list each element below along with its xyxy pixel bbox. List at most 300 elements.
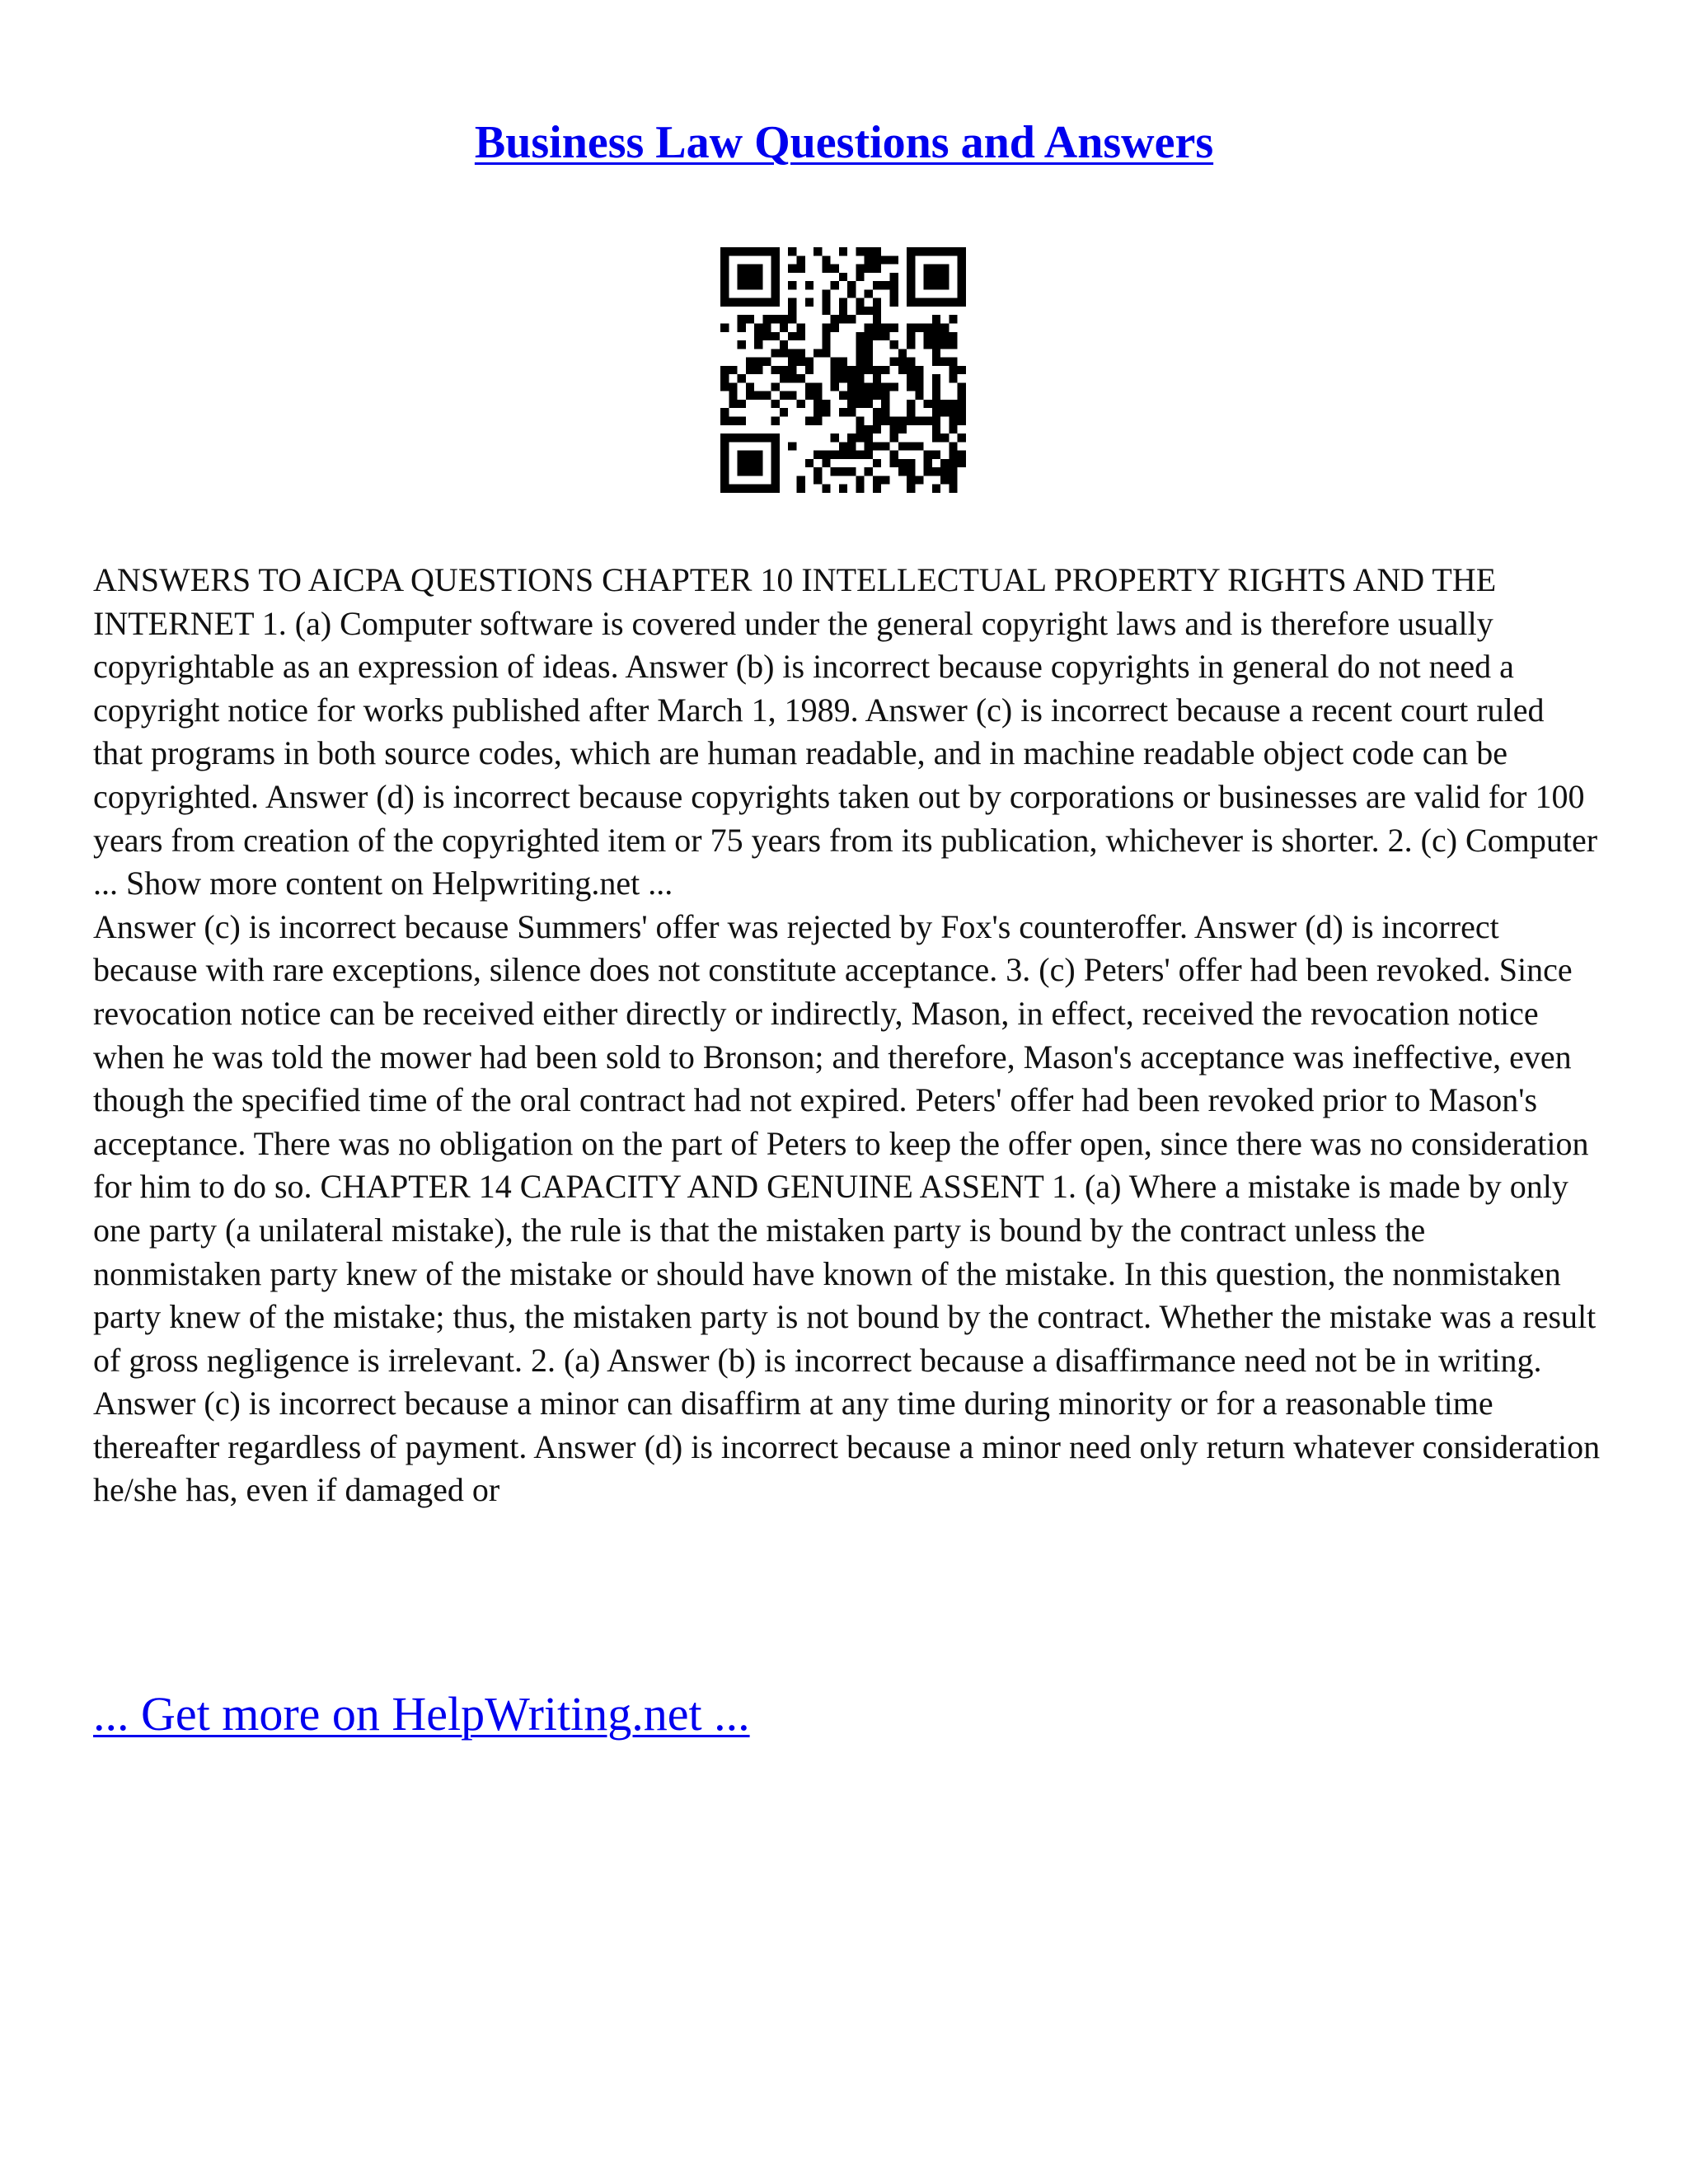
qr-module: [771, 382, 780, 391]
qr-module: [856, 417, 864, 425]
qr-module: [898, 417, 907, 425]
qr-module: [915, 476, 923, 484]
qr-module: [754, 366, 762, 374]
qr-module: [958, 451, 966, 459]
qr-module: [780, 366, 788, 374]
qr-module: [924, 323, 932, 331]
qr-module: [881, 442, 889, 450]
qr-module: [865, 265, 873, 273]
qr-module: [890, 273, 898, 281]
qr-module: [754, 332, 762, 340]
qr-module: [873, 281, 881, 289]
qr-module: [907, 408, 915, 416]
qr-module: [796, 323, 804, 331]
qr-module: [856, 382, 864, 391]
qr-module: [881, 255, 889, 264]
qr-module: [814, 417, 822, 425]
document-body: [93, 559, 1601, 1512]
qr-module: [940, 358, 949, 366]
qr-module: [856, 374, 864, 382]
qr-module: [958, 417, 966, 425]
qr-module: [856, 273, 864, 281]
qr-module: [839, 467, 847, 476]
qr-module: [881, 281, 889, 289]
qr-module: [915, 442, 923, 450]
qr-module: [873, 442, 881, 450]
qr-module: [796, 476, 804, 484]
qr-module: [831, 265, 839, 273]
qr-module: [949, 467, 957, 476]
qr-module: [856, 485, 864, 493]
qr-module: [780, 408, 788, 416]
qr-module: [839, 366, 847, 374]
qr-module: [856, 332, 864, 340]
qr-module: [788, 366, 796, 374]
qr-module: [771, 417, 780, 425]
qr-module: [924, 459, 932, 467]
qr-module: [907, 442, 915, 450]
qr-module: [881, 408, 889, 416]
qr-module: [839, 485, 847, 493]
qr-module: [881, 400, 889, 408]
qr-module: [856, 425, 864, 434]
qr-module: [847, 400, 856, 408]
qr-module: [907, 366, 915, 374]
qr-module: [940, 467, 949, 476]
qr-module: [949, 374, 957, 382]
qr-module: [856, 340, 864, 349]
qr-module: [898, 425, 907, 434]
qr-module: [839, 442, 847, 450]
qr-module: [754, 358, 762, 366]
qr-module: [949, 408, 957, 416]
qr-module: [822, 459, 830, 467]
qr-module: [873, 315, 881, 323]
qr-module: [729, 400, 737, 408]
qr-module: [847, 451, 856, 459]
qr-module: [746, 391, 754, 400]
qr-module: [907, 485, 915, 493]
qr-module: [738, 374, 746, 382]
qr-module: [822, 265, 830, 273]
qr-module: [958, 391, 966, 400]
qr-module: [940, 332, 949, 340]
qr-module: [788, 374, 796, 382]
qr-module: [720, 382, 729, 391]
qr-module: [865, 332, 873, 340]
qr-module: [771, 366, 780, 374]
qr-module: [780, 391, 788, 400]
qr-module: [865, 255, 873, 264]
qr-module: [729, 382, 737, 391]
qr-module: [738, 323, 746, 331]
qr-module: [796, 332, 804, 340]
qr-module: [873, 374, 881, 382]
qr-module: [822, 349, 830, 357]
qr-module: [847, 434, 856, 442]
qr-module: [881, 417, 889, 425]
qr-module: [847, 442, 856, 450]
qr-module: [932, 391, 940, 400]
qr-module: [873, 323, 881, 331]
qr-module: [762, 315, 771, 323]
qr-module: [839, 391, 847, 400]
qr-module: [958, 434, 966, 442]
paragraph-chapter-10: ANSWERS TO AICPA QUESTIONS CHAPTER 10 INTELLECTUAL PROPERTY RIGHTS AND THE INTERNET 1. (a) Computer software is covered under the general copyright laws and is therefore usually copyrightable as an expression of ideas. Answer (b) is incorrect because copyrights in general do not need a copyright notice for works published after March 1, 1989. Answer (c) is incorrect because a recent court ruled that programs in both source codes, which are human readable, and in machine readable object code can be copyrighted. Answer (d) is incorrect because copyrights taken out by corporations or businesses are valid for 100 years from creation of the copyrighted item or 75 years from its publication, whichever is shorter. 2. (c) Computer ... Show more content on Helpwriting.net ...: [93, 561, 1598, 902]
qr-module: [907, 358, 915, 366]
qr-module: [890, 298, 898, 307]
qr-module: [949, 442, 957, 450]
qr-module: [788, 332, 796, 340]
qr-module: [771, 400, 780, 408]
get-more-link[interactable]: ... Get more on HelpWriting.net ...: [93, 1687, 750, 1741]
qr-module: [873, 298, 881, 307]
qr-module: [720, 323, 729, 331]
qr-module: [839, 307, 847, 315]
qr-module: [865, 247, 873, 255]
qr-module: [856, 265, 864, 273]
qr-code: [720, 247, 966, 493]
qr-module: [831, 366, 839, 374]
title-link[interactable]: Business Law Questions and Answers: [474, 117, 1214, 168]
qr-module: [890, 434, 898, 442]
qr-module: [949, 425, 957, 434]
qr-module: [856, 391, 864, 400]
qr-module: [949, 358, 957, 366]
qr-module: [771, 315, 780, 323]
qr-module: [780, 315, 788, 323]
qr-module: [805, 281, 814, 289]
qr-module: [932, 400, 940, 408]
qr-module: [949, 332, 957, 340]
qr-module: [771, 332, 780, 340]
qr-module: [949, 476, 957, 484]
qr-module: [898, 459, 907, 467]
qr-module: [907, 382, 915, 391]
qr-module: [780, 323, 788, 331]
qr-module: [856, 366, 864, 374]
qr-module: [865, 382, 873, 391]
qr-module: [898, 349, 907, 357]
qr-module: [762, 323, 771, 331]
qr-module: [932, 332, 940, 340]
qr-module: [771, 349, 780, 357]
qr-module: [915, 323, 923, 331]
qr-module: [932, 374, 940, 382]
qr-module: [762, 358, 771, 366]
qr-module: [873, 476, 881, 484]
qr-module: [932, 323, 940, 331]
qr-module: [796, 349, 804, 357]
qr-module: [831, 451, 839, 459]
qr-module: [932, 358, 940, 366]
qr-module: [831, 467, 839, 476]
qr-module: [932, 417, 940, 425]
qr-module: [796, 485, 804, 493]
qr-module: [881, 332, 889, 340]
qr-module: [814, 400, 822, 408]
qr-module: [873, 425, 881, 434]
qr-module: [780, 374, 788, 382]
qr-module: [780, 340, 788, 349]
qr-module: [924, 340, 932, 349]
qr-module: [949, 417, 957, 425]
qr-module: [915, 382, 923, 391]
qr-module: [856, 247, 864, 255]
qr-module: [907, 400, 915, 408]
qr-module: [865, 366, 873, 374]
qr-module: [788, 298, 796, 307]
qr-module: [932, 382, 940, 391]
qr-module: [881, 323, 889, 331]
qr-module: [720, 417, 729, 425]
qr-module: [738, 400, 746, 408]
qr-module: [890, 281, 898, 289]
qr-module: [856, 307, 864, 315]
qr-module: [881, 366, 889, 374]
qr-module: [907, 476, 915, 484]
qr-module: [805, 459, 814, 467]
qr-module: [865, 451, 873, 459]
qr-module: [796, 265, 804, 273]
qr-module: [890, 425, 898, 434]
qr-module: [865, 425, 873, 434]
qr-module: [822, 400, 830, 408]
qr-module: [839, 408, 847, 416]
qr-module: [949, 366, 957, 374]
more-link-container: [93, 1685, 750, 1743]
qr-module: [873, 459, 881, 467]
qr-module: [932, 425, 940, 434]
qr-module: [822, 340, 830, 349]
qr-module: [940, 459, 949, 467]
qr-module: [924, 400, 932, 408]
qr-module: [814, 467, 822, 476]
qr-module: [847, 315, 856, 323]
qr-module: [822, 485, 830, 493]
qr-module: [949, 340, 957, 349]
qr-module: [890, 382, 898, 391]
qr-module: [958, 366, 966, 374]
qr-module: [949, 400, 957, 408]
qr-module: [915, 374, 923, 382]
qr-module: [822, 289, 830, 298]
qr-module: [822, 298, 830, 307]
qr-module: [890, 340, 898, 349]
qr-module: [831, 281, 839, 289]
qr-module: [788, 358, 796, 366]
qr-module: [907, 417, 915, 425]
qr-module: [720, 366, 729, 374]
qr-module: [898, 358, 907, 366]
qr-module: [881, 391, 889, 400]
qr-module: [754, 340, 762, 349]
qr-module: [890, 417, 898, 425]
qr-module: [831, 323, 839, 331]
qr-module: [907, 332, 915, 340]
qr-module: [873, 247, 881, 255]
qr-module: [873, 485, 881, 493]
qr-module: [940, 340, 949, 349]
qr-module: [847, 281, 856, 289]
qr-module: [805, 417, 814, 425]
qr-module: [839, 358, 847, 366]
qr-module: [805, 298, 814, 307]
qr-module: [814, 451, 822, 459]
qr-module: [932, 451, 940, 459]
qr-module: [873, 265, 881, 273]
qr-module: [865, 289, 873, 298]
qr-module: [865, 400, 873, 408]
qr-module: [890, 255, 898, 264]
qr-module: [873, 366, 881, 374]
qr-module: [738, 340, 746, 349]
qr-module: [865, 391, 873, 400]
qr-module: [890, 289, 898, 298]
qr-module: [924, 451, 932, 459]
qr-module: [890, 451, 898, 459]
qr-module: [822, 307, 830, 315]
qr-code-graphic: [720, 247, 966, 493]
qr-module: [839, 273, 847, 281]
qr-module: [762, 391, 771, 400]
qr-module: [898, 442, 907, 450]
qr-module: [873, 382, 881, 391]
qr-module: [949, 459, 957, 467]
qr-module: [932, 408, 940, 416]
qr-module: [865, 434, 873, 442]
qr-module: [932, 349, 940, 357]
qr-module: [814, 476, 822, 484]
qr-module: [814, 247, 822, 255]
qr-module: [890, 358, 898, 366]
qr-module: [822, 408, 830, 416]
page-title: [0, 114, 1688, 171]
qr-module: [949, 451, 957, 459]
qr-module: [865, 467, 873, 476]
qr-module: [796, 255, 804, 264]
qr-module: [907, 374, 915, 382]
qr-module: [949, 485, 957, 493]
qr-module: [788, 307, 796, 315]
qr-module: [932, 434, 940, 442]
qr-module: [865, 358, 873, 366]
qr-module: [788, 281, 796, 289]
qr-module: [788, 247, 796, 255]
qr-module: [754, 391, 762, 400]
qr-module: [729, 391, 737, 400]
qr-module: [907, 323, 915, 331]
qr-module: [873, 391, 881, 400]
qr-module: [839, 374, 847, 382]
qr-module: [805, 391, 814, 400]
qr-module: [847, 391, 856, 400]
qr-module: [788, 315, 796, 323]
qr-module: [924, 332, 932, 340]
qr-module: [796, 400, 804, 408]
qr-module: [940, 323, 949, 331]
qr-module: [822, 332, 830, 340]
qr-module: [814, 391, 822, 400]
qr-module: [839, 247, 847, 255]
qr-module: [746, 315, 754, 323]
qr-module: [805, 366, 814, 374]
qr-module: [847, 366, 856, 374]
qr-module: [805, 382, 814, 391]
qr-module: [847, 467, 856, 476]
qr-module: [924, 467, 932, 476]
qr-module: [940, 434, 949, 442]
qr-module: [788, 265, 796, 273]
qr-module: [907, 467, 915, 476]
qr-module: [856, 451, 864, 459]
qr-module: [856, 476, 864, 484]
qr-module: [847, 408, 856, 416]
qr-module: [814, 349, 822, 357]
qr-module: [873, 417, 881, 425]
qr-module: [754, 323, 762, 331]
qr-module: [831, 374, 839, 382]
qr-module: [831, 382, 839, 391]
qr-module: [738, 315, 746, 323]
qr-module: [865, 349, 873, 357]
qr-module: [746, 358, 754, 366]
qr-module: [856, 349, 864, 357]
qr-module: [932, 467, 940, 476]
qr-module: [831, 315, 839, 323]
qr-module: [847, 382, 856, 391]
qr-module: [780, 349, 788, 357]
qr-module: [940, 400, 949, 408]
qr-module: [958, 400, 966, 408]
qr-module: [762, 332, 771, 340]
qr-module: [839, 315, 847, 323]
qr-module: [738, 417, 746, 425]
qr-module: [831, 358, 839, 366]
qr-module: [839, 298, 847, 307]
qr-module: [814, 408, 822, 416]
qr-module: [822, 255, 830, 264]
qr-module: [865, 307, 873, 315]
qr-module: [788, 391, 796, 400]
qr-module: [856, 434, 864, 442]
qr-module: [856, 358, 864, 366]
qr-module: [881, 382, 889, 391]
qr-module: [865, 340, 873, 349]
qr-module: [949, 315, 957, 323]
qr-module: [940, 476, 949, 484]
qr-module: [729, 366, 737, 374]
qr-module: [856, 298, 864, 307]
qr-module: [881, 476, 889, 484]
qr-module: [796, 358, 804, 366]
qr-module: [890, 323, 898, 331]
qr-module: [746, 382, 754, 391]
qr-module: [729, 417, 737, 425]
qr-module: [805, 358, 814, 366]
qr-module: [890, 459, 898, 467]
qr-module: [958, 408, 966, 416]
qr-module: [873, 255, 881, 264]
qr-module: [915, 391, 923, 400]
qr-module: [839, 451, 847, 459]
qr-module: [898, 467, 907, 476]
paragraph-chapter-14: Answer (c) is incorrect because Summers' offer was rejected by Fox's counteroffer. Answer (d) is incorrect because with rare exceptions, silence does not constitute acceptance. 3. (c) Peters' offer had been revoked. Since revocation notice can be received either directly or indirectly, Mason, in effect, received the revocation notice when he was told the mower had been sold to Bronson; and therefore, Mason's acceptance was ineffective, even though the specified time of the oral contract had not expired. Peters' offer had been revoked prior to Mason's acceptance. There was no obligation on the part of Peters to keep the offer open, since there was no consideration for him to do so. CHAPTER 14 CAPACITY AND GENUINE ASSENT 1. (a) Where a mistake is made by only one party (a unilateral mistake), the rule is that the mistaken party is bound by the contract unless the nonmistaken party knew of the mistake or should have known of the mistake. In this question, the nonmistaken party knew of the mistake; thus, the mistaken party is not bound by the contract. Whether the mistake was a result of gross negligence is irrelevant. 2. (a) Answer (b) is incorrect because a disaffirmance need not be in writing. Answer (c) is incorrect because a minor can disaffirm at any time during minority or for a reasonable time thereafter regardless of payment. Answer (d) is incorrect because a minor need only return whatever consideration he/she has, even if damaged or: [93, 907, 1601, 1509]
qr-module: [720, 374, 729, 382]
qr-module: [796, 374, 804, 382]
qr-module: [831, 434, 839, 442]
qr-module: [907, 340, 915, 349]
